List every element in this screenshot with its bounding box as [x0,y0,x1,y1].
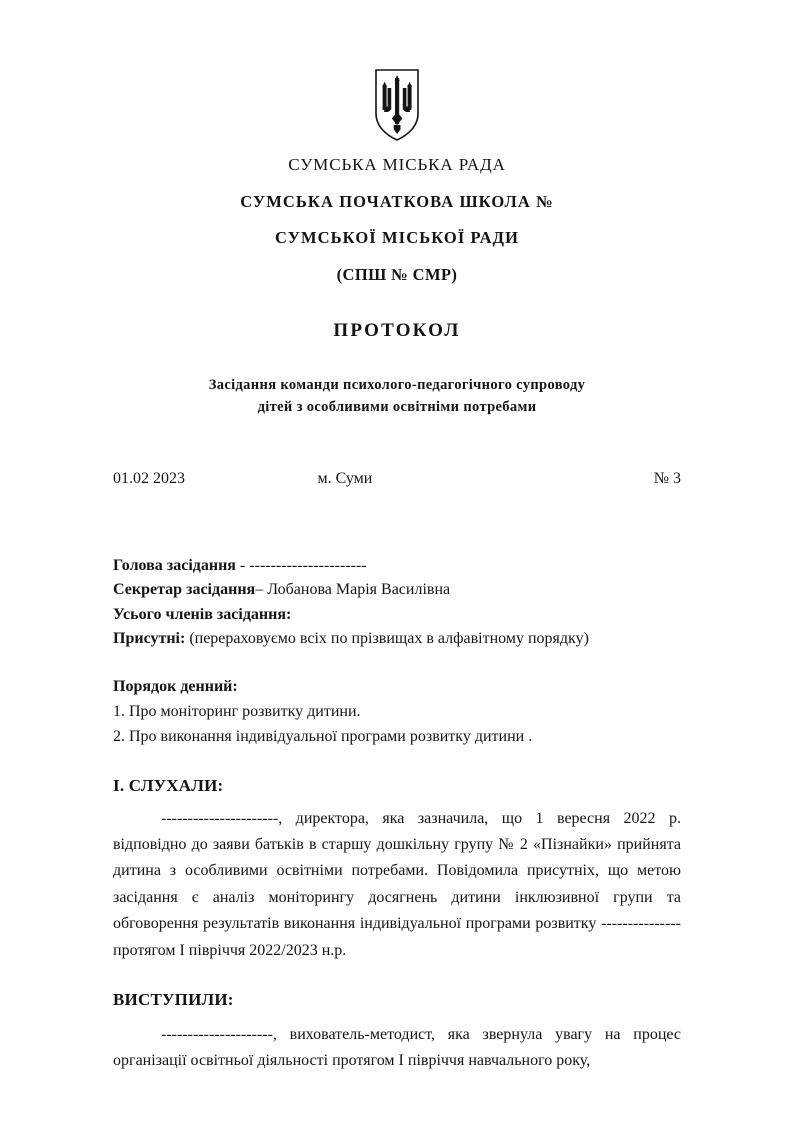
agenda-item: 2. Про виконання індивідуальної програми розвитку дитини . [113,727,533,745]
participant-label: Секретар засідання [113,581,256,599]
section-heading-slukhaly: І. СЛУХАЛИ: [113,775,224,795]
document-subtitle-line-1: Засідання команди психолого-педагогічного супроводу [208,377,586,393]
document-place: м. Суми [317,469,373,487]
document-subtitle [113,374,681,419]
participant-label: Голова засідання [113,556,236,574]
document-meta-row [113,470,681,488]
participant-value: (перераховуємо всіх по прізвищах в алфавітному порядку) [185,629,589,647]
agenda-block [113,675,681,749]
participants-block [113,554,681,651]
organization-line-city-council: СУМСЬКА МІСЬКА РАДА [288,155,506,174]
document-date: 01.02 2023 [113,469,185,487]
agenda-item: 1. Про моніторинг розвитку дитини. [113,702,361,720]
ukraine-trident-icon [374,68,420,142]
participant-value: - ---------------------- [235,556,367,574]
organization-line-council: СУМСЬКОЇ МІСЬКОЇ РАДИ [274,228,520,247]
participant-line-secretary [113,578,681,602]
participant-line-present [113,627,681,651]
document-content [113,0,681,1075]
document-number: № 3 [653,469,681,487]
organization-line-abbreviation: (СПШ № СМР) [336,265,458,284]
organization-line-school: СУМСЬКА ПОЧАТКОВА ШКОЛА № [240,192,554,211]
section-paragraph-vystupyly: ---------------------, вихователь-методист, яка звернула увагу на процес організації освітньої діяльності протягом І півріччя навчального року, [113,1025,681,1070]
section-heading-vystupyly: ВИСТУПИЛИ: [113,989,234,1009]
coat-of-arms-emblem [113,68,681,150]
agenda-title: Порядок денний: [113,678,238,696]
document-subtitle-line-2: дітей з особливими освітніми потребами [257,399,537,416]
participant-value: – Лобанова Марія Василівна [255,581,451,599]
section-paragraph-slukhaly: ----------------------, директора, яка зазначила, що 1 вересня 2022 р. відповідно до заяви батьків в старшу дошкільну групу № 2 «Пізнайки» прийнята дитина з особливими освітніми потребами. Повідомила присутніх, що метою засідання є аналіз моніторингу досягнень дитини інклюзивної групи та обговорення результатів виконання індивідуальної програми розвитку --------------- протягом І півріччя 2022/2023 н.р. [113,809,681,959]
document-title: ПРОТОКОЛ [333,320,461,341]
participant-line-chair [113,554,681,578]
participant-line-total-members [113,603,681,627]
participant-label: Усього членів засідання: [113,605,292,623]
participant-label: Присутні: [113,629,186,647]
